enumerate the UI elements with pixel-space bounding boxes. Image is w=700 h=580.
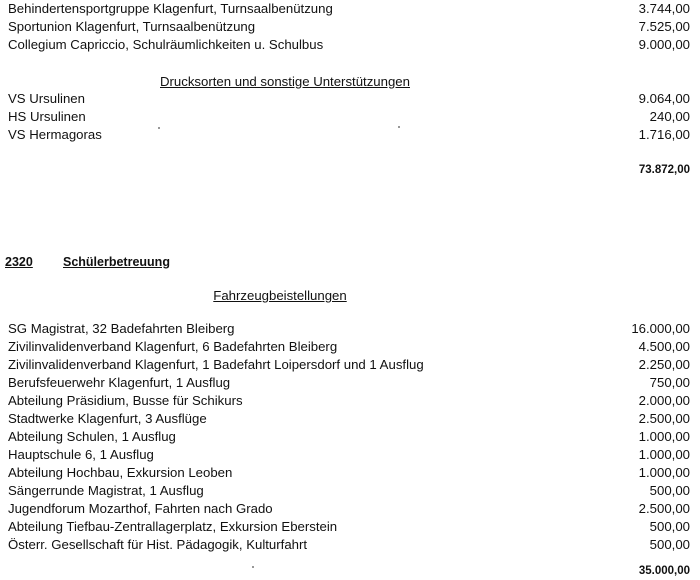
line-item-amount: 4.500,00 — [638, 339, 690, 354]
line-item-description: Abteilung Präsidium, Busse für Schikurs — [8, 393, 243, 408]
line-item-description: Behindertensportgruppe Klagenfurt, Turnsaalbenützung — [8, 1, 333, 16]
line-item-amount: 1.000,00 — [638, 447, 690, 462]
line-item-description: Abteilung Tiefbau-Zentrallagerplatz, Exkursion Eberstein — [8, 519, 338, 534]
line-item-amount: 9.064,00 — [638, 91, 690, 106]
line-item-amount: 1.000,00 — [638, 429, 690, 444]
line-item-amount: 500,00 — [649, 537, 690, 552]
line-item — [8, 126, 690, 143]
line-item-amount: 2.250,00 — [638, 357, 690, 372]
line-item — [8, 482, 690, 499]
line-item-amount: 500,00 — [649, 483, 690, 498]
line-item — [8, 410, 690, 427]
line-item — [8, 108, 690, 125]
subheading-fahrzeugbeistellungen: Fahrzeugbeistellungen — [213, 288, 347, 303]
line-item-amount: 2.500,00 — [638, 501, 690, 516]
line-item-amount: 3.744,00 — [638, 1, 690, 16]
line-item — [8, 338, 690, 355]
line-item-amount: 1.716,00 — [638, 127, 690, 142]
line-item — [8, 0, 690, 17]
line-item-description: Sportunion Klagenfurt, Turnsaalbenützung — [8, 19, 256, 34]
line-item-description: Stadtwerke Klagenfurt, 3 Ausflüge — [8, 411, 207, 426]
line-item-amount: 2.000,00 — [638, 393, 690, 408]
line-item-description: Hauptschule 6, 1 Ausflug — [8, 447, 154, 462]
line-item-amount: 7.525,00 — [638, 19, 690, 34]
line-item-description: VS Hermagoras — [8, 127, 102, 142]
line-item-amount: 500,00 — [649, 519, 690, 534]
section-name: Schülerbetreuung — [63, 255, 170, 269]
line-item-description: Collegium Capriccio, Schulräumlichkeiten u. Schulbus — [8, 37, 324, 52]
line-item-description: Abteilung Schulen, 1 Ausflug — [8, 429, 176, 444]
scan-speck — [398, 126, 400, 128]
line-item — [8, 356, 690, 373]
line-item-description: VS Ursulinen — [8, 91, 85, 106]
line-item-amount: 1.000,00 — [638, 465, 690, 480]
line-item-description: Zivilinvalidenverband Klagenfurt, 6 Badefahrten Bleiberg — [8, 339, 338, 354]
line-item-description: HS Ursulinen — [8, 109, 86, 124]
line-item-amount: 240,00 — [649, 109, 690, 124]
line-item-amount: 16.000,00 — [631, 321, 690, 336]
line-item — [8, 18, 690, 35]
section-title — [5, 254, 170, 270]
section-total: 73.872,00 — [638, 164, 690, 176]
line-item-amount: 2.500,00 — [638, 411, 690, 426]
line-item — [8, 428, 690, 445]
line-item-description: Sängerrunde Magistrat, 1 Ausflug — [8, 483, 204, 498]
line-item-description: SG Magistrat, 32 Badefahrten Bleiberg — [8, 321, 235, 336]
line-item — [8, 518, 690, 535]
line-item — [8, 320, 690, 337]
scan-speck — [158, 127, 160, 129]
line-item — [8, 374, 690, 391]
line-item — [8, 536, 690, 553]
subheading-drucksorten: Drucksorten und sonstige Unterstützungen — [160, 74, 410, 89]
scan-speck — [252, 566, 254, 568]
line-item — [8, 36, 690, 53]
line-item — [8, 392, 690, 409]
line-item — [8, 90, 690, 107]
line-item-amount: 9.000,00 — [638, 37, 690, 52]
section-total: 35.000,00 — [638, 565, 690, 577]
line-item-description: Österr. Gesellschaft für Hist. Pädagogik, Kulturfahrt — [8, 537, 308, 552]
line-item-amount: 750,00 — [649, 375, 690, 390]
section-code: 2320 — [5, 255, 33, 269]
line-item-description: Berufsfeuerwehr Klagenfurt, 1 Ausflug — [8, 375, 231, 390]
line-item — [8, 464, 690, 481]
line-item-description: Abteilung Hochbau, Exkursion Leoben — [8, 465, 233, 480]
line-item-description: Zivilinvalidenverband Klagenfurt, 1 Badefahrt Loipersdorf und 1 Ausflug — [8, 357, 424, 372]
line-item — [8, 500, 690, 517]
line-item-description: Jugendforum Mozarthof, Fahrten nach Grado — [8, 501, 273, 516]
line-item — [8, 446, 690, 463]
